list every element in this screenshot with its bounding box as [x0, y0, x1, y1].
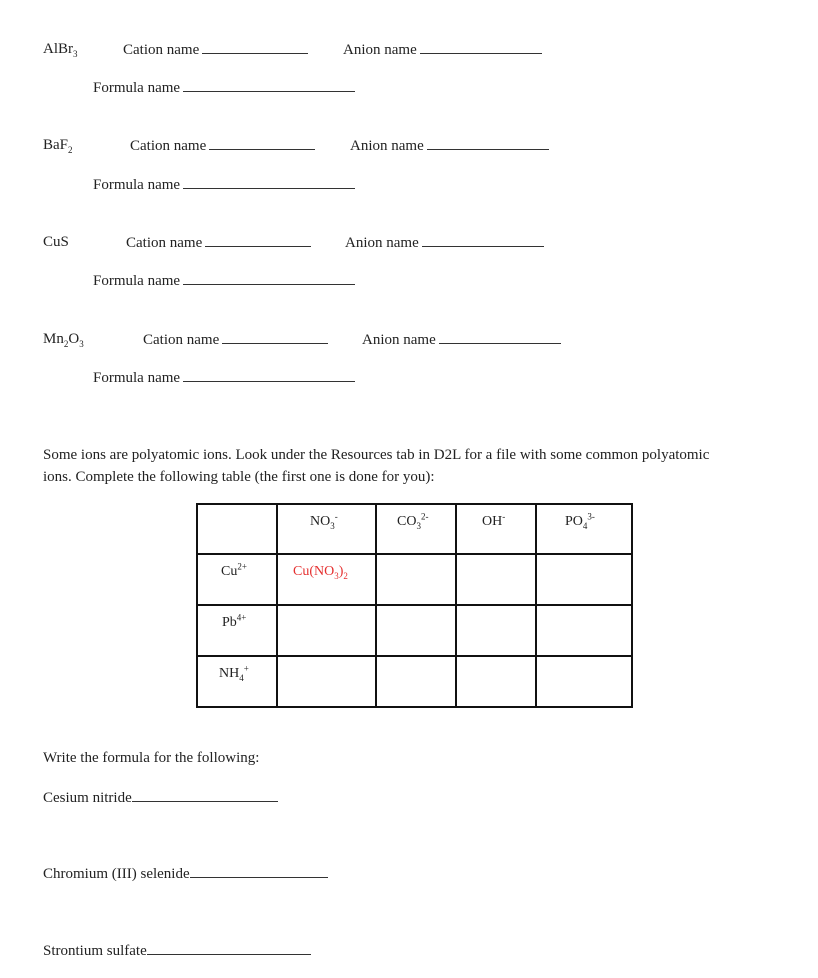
answer-cell[interactable]: [536, 605, 632, 656]
cation-label-3: Cation name: [126, 233, 311, 252]
instructions-line-1: Some ions are polyatomic ions. Look under the Resources tab in D2L for a file with some common polyatomic: [43, 447, 710, 463]
cation-blank-3[interactable]: [205, 233, 311, 247]
answer-cell[interactable]: [277, 554, 376, 605]
polyatomic-ions-table: [196, 503, 633, 708]
write-item-3: Strontium sulfate: [43, 941, 311, 960]
formula-name-label-4: Formula name: [93, 368, 355, 387]
write-item-2: Chromium (III) selenide: [43, 864, 328, 883]
anion-header: OH-: [482, 511, 506, 529]
formula-name-blank-4[interactable]: [183, 368, 355, 382]
table-row: [197, 605, 632, 656]
anion-header: $CO_3^{2-}$: [397, 511, 429, 531]
write-blank-3[interactable]: [147, 941, 311, 955]
cation-blank-2[interactable]: [209, 136, 315, 150]
anion-header-cell: [277, 504, 376, 554]
cation-label-1: Cation name: [123, 40, 308, 59]
cation-header: $Cu^{2+}$: [221, 561, 247, 579]
answer-cell[interactable]: [456, 656, 536, 707]
answer-cell[interactable]: [376, 605, 456, 656]
anion-label-2: Anion name: [350, 136, 549, 155]
write-item-1: Cesium nitride: [43, 788, 278, 807]
answer-cell[interactable]: [277, 605, 376, 656]
anion-label-4: Anion name: [362, 330, 561, 349]
anion-header-cell: [536, 504, 632, 554]
cation-label-2: Cation name: [130, 136, 315, 155]
anion-header: $PO_4^{3-}$: [565, 511, 595, 531]
formula-name-label-2: Formula name: [93, 175, 355, 194]
answer-cell[interactable]: [456, 554, 536, 605]
anion-header-cell: [456, 504, 536, 554]
compound-formula-1: AlBr$_3$: [43, 41, 78, 59]
table-row: [197, 554, 632, 605]
table-corner-cell: [197, 504, 277, 554]
anion-blank-3[interactable]: [422, 233, 544, 247]
formula-name-blank-3[interactable]: [183, 271, 355, 285]
answer-cell[interactable]: [376, 554, 456, 605]
formula-name-blank-2[interactable]: [183, 175, 355, 189]
cation-header: $Pb^{4+}$: [222, 612, 247, 630]
instructions-line-2: ions. Complete the following table (the first one is done for you):: [43, 469, 435, 485]
formula-name-blank-1[interactable]: [183, 78, 355, 92]
anion-header-cell: [376, 504, 456, 554]
write-blank-2[interactable]: [190, 864, 328, 878]
cation-header-cell: [197, 605, 277, 656]
answer-cell[interactable]: [456, 605, 536, 656]
write-formula-heading: Write the formula for the following:: [43, 750, 260, 766]
answer-cell[interactable]: [277, 656, 376, 707]
formula-name-label-1: Formula name: [93, 78, 355, 97]
formula-name-label-3: Formula name: [93, 271, 355, 290]
anion-label-1: Anion name: [343, 40, 542, 59]
compound-formula-3: CuS: [43, 234, 69, 250]
answer-cell[interactable]: [536, 554, 632, 605]
cation-header-cell: [197, 554, 277, 605]
answer-cell[interactable]: [536, 656, 632, 707]
anion-blank-2[interactable]: [427, 136, 549, 150]
cation-blank-4[interactable]: [222, 330, 328, 344]
table-header-row: [197, 504, 632, 554]
cation-header: $NH_4^+$: [219, 663, 249, 683]
cation-blank-1[interactable]: [202, 40, 308, 54]
compound-formula-2: BaF$_2$: [43, 137, 73, 155]
answer-cell[interactable]: [376, 656, 456, 707]
write-blank-1[interactable]: [132, 788, 278, 802]
anion-label-3: Anion name: [345, 233, 544, 252]
compound-formula-4: $Mn_2O_3$: [43, 331, 84, 349]
anion-blank-1[interactable]: [420, 40, 542, 54]
cation-header-cell: [197, 656, 277, 707]
anion-header: $NO_3^-$: [310, 511, 338, 531]
table-row: [197, 656, 632, 707]
cation-label-4: Cation name: [143, 330, 328, 349]
example-answer: $Cu(NO_3)_2$: [293, 564, 348, 581]
anion-blank-4[interactable]: [439, 330, 561, 344]
polyatomic-instructions: [43, 444, 788, 488]
